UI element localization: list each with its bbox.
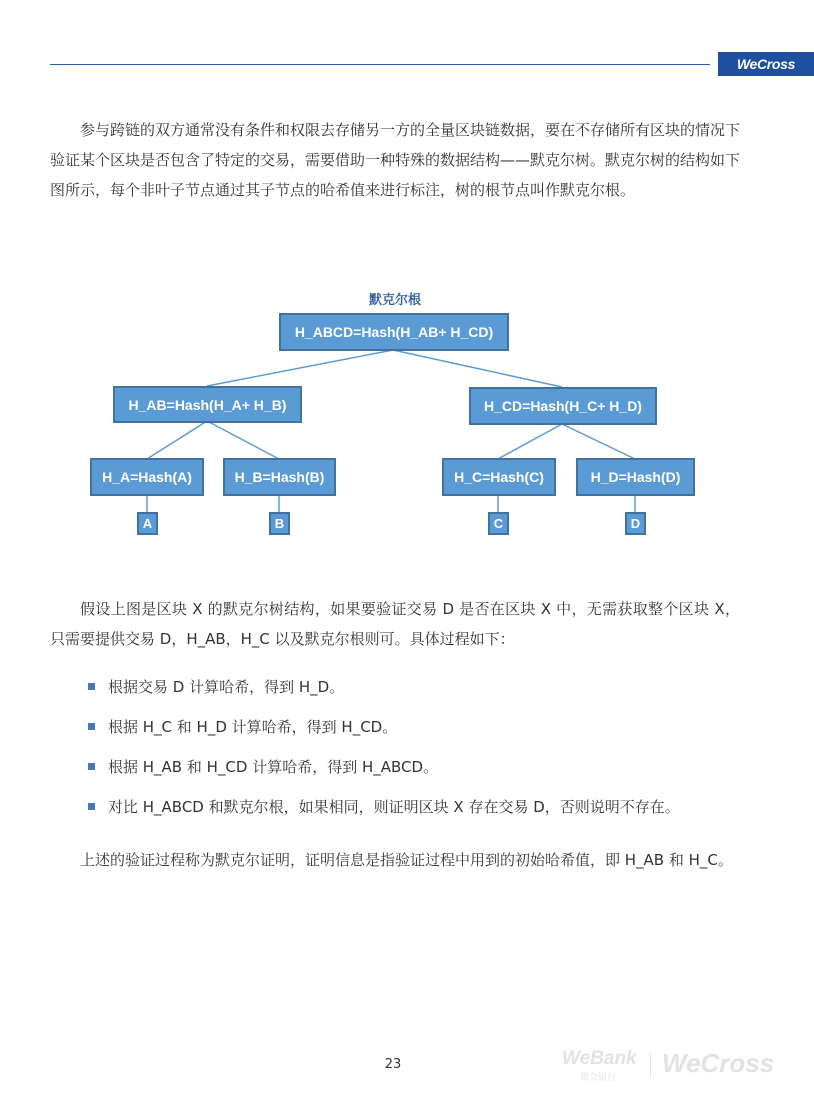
wecross-logo: WeCross bbox=[718, 52, 814, 76]
step-text: 根据交易 D 计算哈希，得到 H_D。 bbox=[108, 678, 345, 696]
node-h-d: H_D=Hash(D) bbox=[576, 458, 695, 496]
square-bullet-icon bbox=[88, 683, 95, 690]
node-h-c: H_C=Hash(C) bbox=[442, 458, 556, 496]
leaf-a: A bbox=[137, 512, 158, 535]
merkle-proof-paragraph: 上述的验证过程称为默克尔证明，证明信息是指验证过程中用到的初始哈希值，即 H_AB 和 H_C。 bbox=[80, 851, 733, 869]
edge-ab-b bbox=[207, 421, 279, 459]
node-h-cd: H_CD=Hash(H_C+ H_D) bbox=[469, 387, 657, 425]
intro-paragraph: 参与跨链的双方通常没有条件和权限去存储另一方的全量区块链数据，要在不存储所有区块的情况下验证某个区块是否包含了特定的交易，需要借助一种特殊的数据结构——默克尔树。默克尔树的结构如下图所示，每个非叶子节点通过其子节点的哈希值来进行标注，树的根节点叫作默克尔根。 bbox=[50, 121, 741, 199]
square-bullet-icon bbox=[88, 763, 95, 770]
webank-logo-subtitle: 微众银行 bbox=[580, 1073, 617, 1083]
verification-steps bbox=[88, 672, 680, 832]
node-root: H_ABCD=Hash(H_AB+ H_CD) bbox=[279, 313, 509, 351]
wecross-footer-logo: WeCross bbox=[662, 1048, 775, 1078]
footer-divider bbox=[650, 1052, 651, 1078]
edge-ab-a bbox=[147, 421, 207, 459]
node-h-a: H_A=Hash(A) bbox=[90, 458, 204, 496]
node-h-ab: H_AB=Hash(H_A+ H_B) bbox=[113, 386, 302, 423]
edge-cd-d bbox=[562, 424, 635, 459]
edge-cd-c bbox=[498, 424, 562, 459]
step-text: 根据 H_AB 和 H_CD 计算哈希，得到 H_ABCD。 bbox=[108, 758, 439, 776]
leaf-b: B bbox=[269, 512, 290, 535]
list-item bbox=[88, 712, 680, 752]
verification-paragraph: 假设上图是区块 X 的默克尔树结构，如果要验证交易 D 是否在区块 X 中，无需获取整个区块 X，只需要提供交易 D，H_AB，H_C 以及默克尔根则可。具体过程如下： bbox=[50, 600, 740, 648]
header-rule bbox=[50, 64, 710, 65]
square-bullet-icon bbox=[88, 803, 95, 810]
list-item bbox=[88, 672, 680, 712]
merkle-root-label: 默克尔根 bbox=[368, 293, 421, 308]
list-item bbox=[88, 752, 680, 792]
square-bullet-icon bbox=[88, 723, 95, 730]
list-item bbox=[88, 792, 680, 832]
edge-root-ab bbox=[207, 350, 393, 386]
merkle-tree-diagram bbox=[0, 280, 814, 550]
leaf-c: C bbox=[488, 512, 509, 535]
step-text: 对比 H_ABCD 和默克尔根，如果相同，则证明区块 X 存在交易 D，否则说明不存在。 bbox=[108, 798, 680, 816]
edge-root-cd bbox=[393, 350, 562, 387]
leaf-d: D bbox=[625, 512, 646, 535]
node-h-b: H_B=Hash(B) bbox=[223, 458, 336, 496]
step-text: 根据 H_C 和 H_D 计算哈希，得到 H_CD。 bbox=[108, 718, 398, 736]
webank-logo: WeBank bbox=[562, 1048, 637, 1069]
page-number: 23 bbox=[384, 1057, 402, 1072]
